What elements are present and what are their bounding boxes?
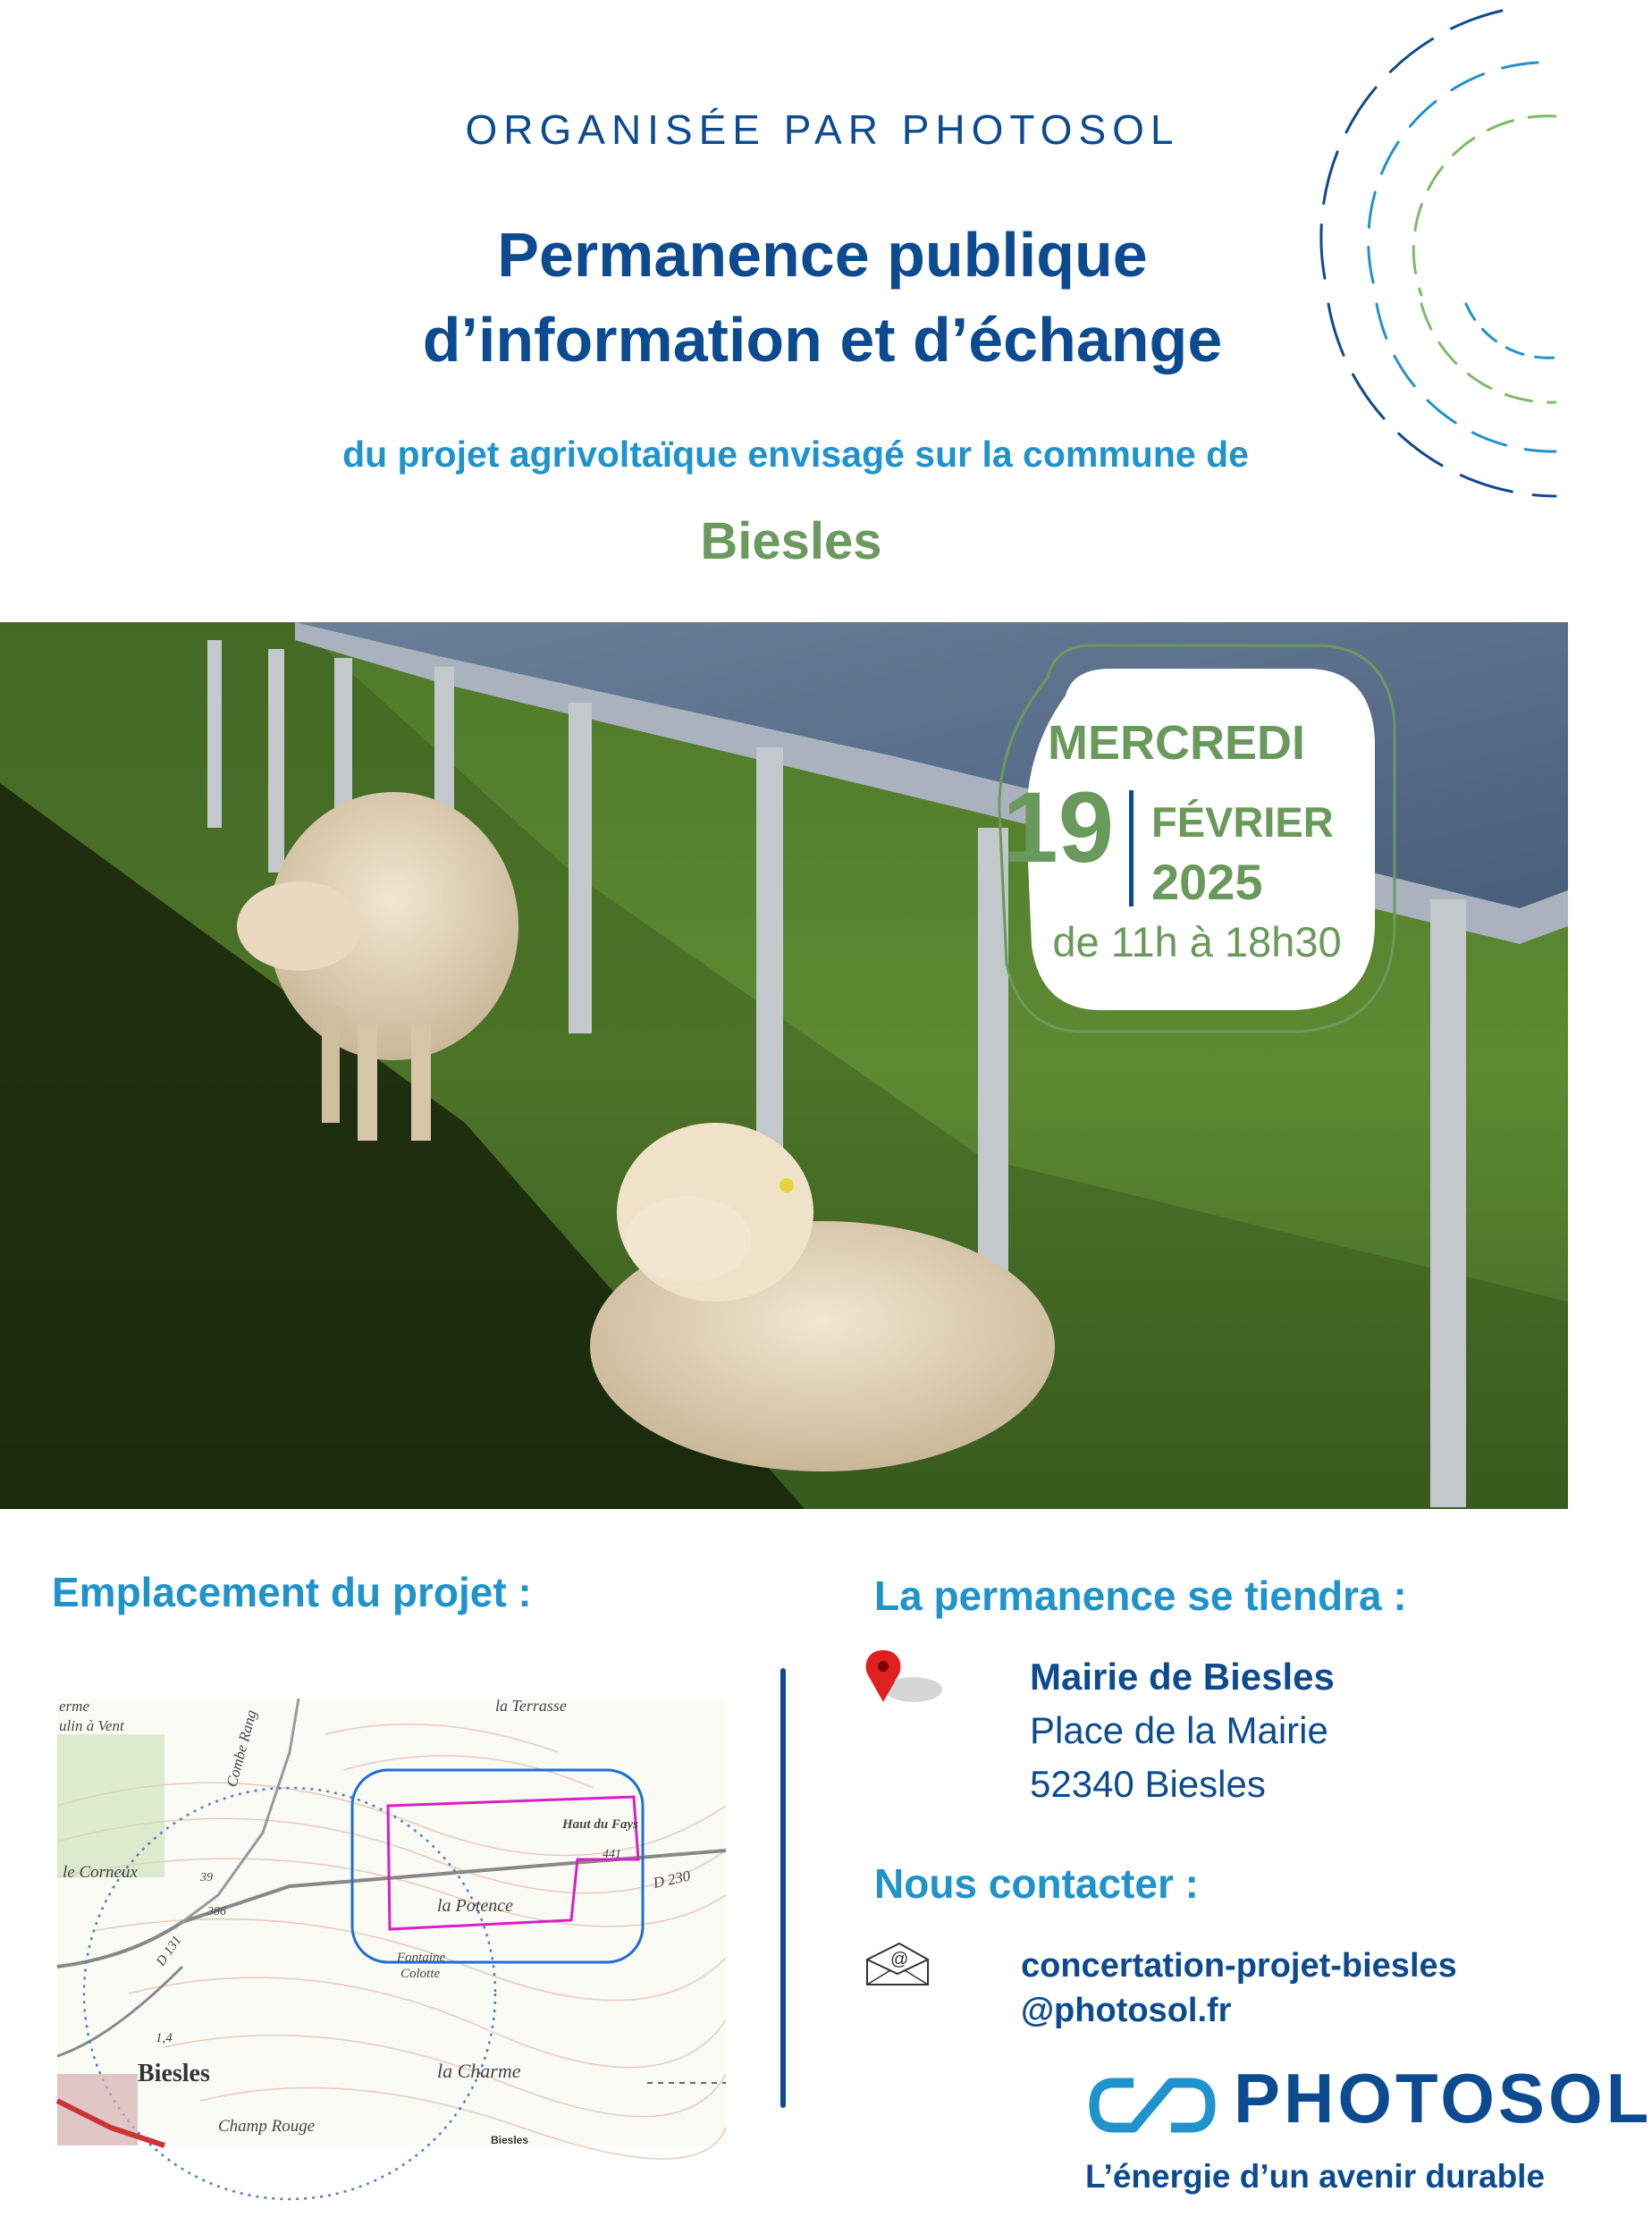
photosol-wordmark: PHOTOSOL bbox=[1234, 2059, 1652, 2137]
date-separator bbox=[1129, 790, 1134, 906]
map-label-biesles-small: Biesles bbox=[491, 2134, 529, 2146]
map-label-386: 386 bbox=[207, 1905, 226, 1918]
project-map bbox=[57, 1699, 726, 2145]
venue-heading: La permanence se tiendra : bbox=[874, 1572, 1407, 1619]
location-heading: Emplacement du projet : bbox=[52, 1569, 532, 1615]
page-title bbox=[0, 213, 1645, 382]
pin-icon bbox=[864, 1647, 946, 1716]
map-label-ferme: erme bbox=[59, 1698, 89, 1715]
contact-email-line-1[interactable]: concertation-projet-biesles bbox=[1021, 1947, 1457, 1985]
map-label-altitude: 441 bbox=[603, 1848, 621, 1861]
photosol-logo-icon bbox=[1087, 2072, 1218, 2138]
title-line-2: d’information et d’échange bbox=[422, 304, 1223, 375]
brand-tagline: L’énergie d’un avenir durable bbox=[1085, 2158, 1546, 2195]
map-label-fontaine: Fontaine bbox=[397, 1951, 446, 1965]
map-label-charme: la Charme bbox=[437, 2060, 521, 2082]
map-label-potence: la Potence bbox=[437, 1896, 513, 1916]
venue-city: 52340 Biesles bbox=[1030, 1763, 1266, 1805]
organizer-line: ORGANISÉE PAR PHOTOSOL bbox=[465, 106, 1180, 153]
map-label-moulin: ulin à Vent bbox=[59, 1717, 124, 1734]
map-label-colotte: Colotte bbox=[400, 1967, 441, 1981]
venue-name: Mairie de Biesles bbox=[1030, 1656, 1335, 1698]
date-day: 19 bbox=[1002, 771, 1114, 883]
map-label-14: 1,4 bbox=[156, 2031, 173, 2045]
map-label-d230: D 230 bbox=[651, 1867, 692, 1892]
date-weekday: MERCREDI bbox=[1047, 716, 1305, 770]
date-year: 2025 bbox=[1151, 854, 1263, 910]
date-month: FÉVRIER bbox=[1151, 798, 1334, 846]
map-label-champ-rouge: Champ Rouge bbox=[218, 2117, 316, 2136]
map-label-combe: Combe Rang bbox=[223, 1707, 260, 1790]
venue-street: Place de la Mairie bbox=[1030, 1709, 1328, 1751]
mail-icon bbox=[864, 1938, 931, 1992]
map-label-haut-du-fays: Haut du Fays bbox=[562, 1817, 639, 1832]
vertical-divider bbox=[780, 1668, 786, 2108]
map-label-d131: D 131 bbox=[154, 1933, 185, 1969]
date-hours: de 11h à 18h30 bbox=[1052, 918, 1342, 965]
mail-icon-at: @ bbox=[890, 1950, 909, 1969]
subtitle: du projet agrivoltaïque envisagé sur la commune de bbox=[342, 434, 1249, 475]
commune-name: Biesles bbox=[700, 512, 882, 570]
map-label-biesles: Biesles bbox=[138, 2060, 210, 2087]
map-label-terrasse: la Terrasse bbox=[495, 1697, 567, 1715]
title-line-1: Permanence publique bbox=[497, 220, 1148, 290]
contact-heading: Nous contacter : bbox=[874, 1860, 1199, 1907]
map-label-39: 39 bbox=[200, 1871, 213, 1884]
contact-email-line-2[interactable]: @photosol.fr bbox=[1021, 1992, 1232, 2029]
map-label-corneux: le Corneux bbox=[63, 1863, 138, 1882]
